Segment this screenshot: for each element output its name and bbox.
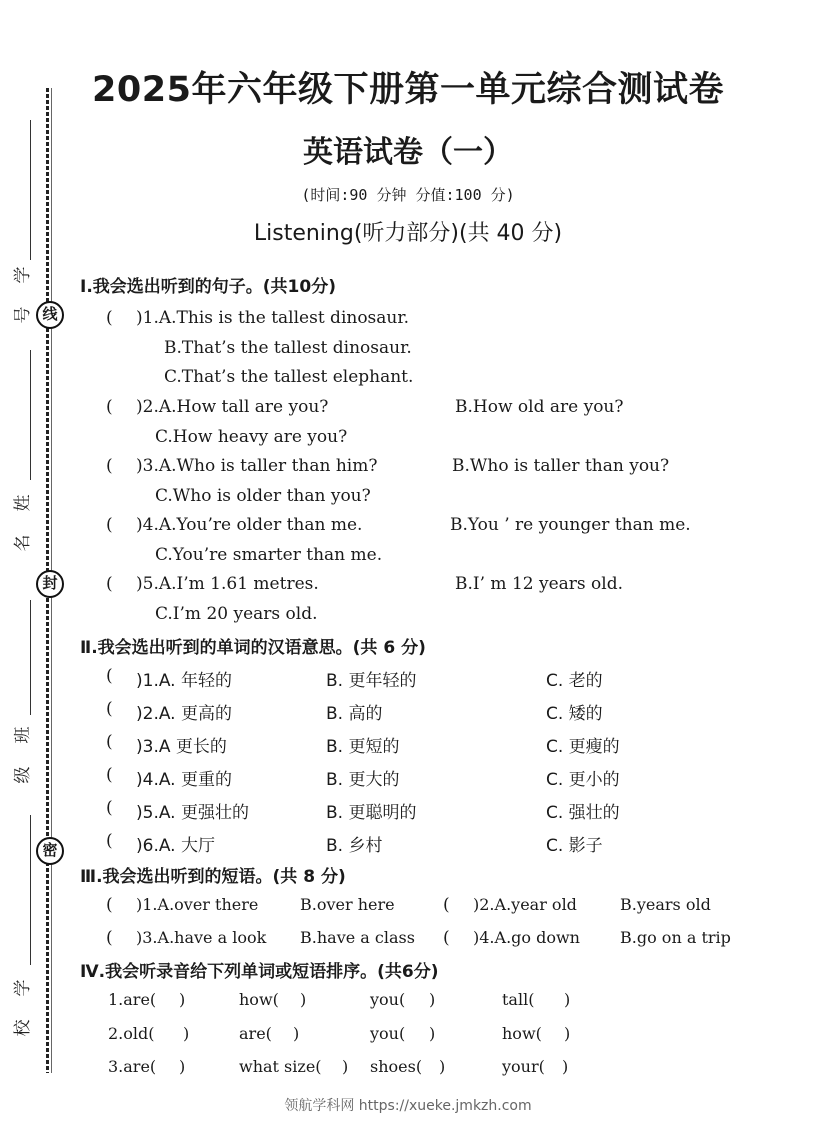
s4-row1-item3: you( — [370, 990, 406, 1009]
s4-row1-item1: 1.are( — [108, 990, 157, 1009]
answer-paren[interactable]: ( — [106, 397, 113, 417]
answer-paren-close[interactable]: ) — [293, 1024, 300, 1043]
answer-paren[interactable]: ( — [106, 666, 113, 686]
q5-option-b: B.I’ m 12 years old. — [455, 574, 623, 594]
s3-row1-b2: B.years old — [620, 895, 711, 914]
answer-paren-close[interactable]: ) — [429, 990, 436, 1009]
s2-row6-b: B. 乡村 — [326, 836, 383, 856]
q2-option-b: B.How old are you? — [455, 397, 624, 417]
s2-row5-c: C. 强壮的 — [546, 803, 620, 823]
s3-row1-b1: B.over here — [300, 895, 395, 914]
side-label-char: 学 — [13, 266, 33, 284]
blank-line-class — [30, 600, 31, 715]
q1-option-a: )1.A.This is the tallest dinosaur. — [136, 308, 410, 328]
section-3-heading: Ⅲ.我会选出听到的短语。(共 8 分) — [80, 867, 346, 887]
answer-paren[interactable]: ( — [443, 895, 450, 915]
answer-paren[interactable]: ( — [106, 798, 113, 818]
label-school — [8, 975, 38, 1055]
side-label-char: 班 — [13, 726, 33, 744]
section-1-heading: Ⅰ.我会选出听到的句子。(共10分) — [80, 277, 336, 297]
s4-row2-item3: you( — [370, 1024, 406, 1043]
s4-row2-item4: how( — [502, 1024, 542, 1043]
q4-option-a: )4.A.You’re older than me. — [136, 515, 363, 535]
s2-row6-a: )6.A. 大厅 — [136, 836, 215, 856]
side-label-char: 名 — [13, 534, 33, 552]
page-subtitle: 英语试卷（一） — [303, 135, 513, 170]
answer-paren-close[interactable]: ) — [183, 1024, 190, 1043]
answer-paren[interactable]: ( — [106, 456, 113, 476]
circled-xian: 线 — [36, 301, 64, 329]
q4-option-b: B.You ’ re younger than me. — [450, 515, 691, 535]
s3-row1-a1: )1.A.over there — [136, 895, 259, 914]
answer-paren[interactable]: ( — [106, 765, 113, 785]
answer-paren[interactable]: ( — [106, 515, 113, 535]
s2-row4-b: B. 更大的 — [326, 770, 400, 790]
side-label-char: 号 — [13, 306, 33, 324]
s2-row4-a: )4.A. 更重的 — [136, 770, 232, 790]
answer-paren[interactable]: ( — [106, 574, 113, 594]
s2-row2-a: )2.A. 更高的 — [136, 704, 232, 724]
answer-paren[interactable]: ( — [106, 732, 113, 752]
s4-row1-item2: how( — [239, 990, 279, 1009]
q5-option-c: C.I’m 20 years old. — [155, 604, 318, 624]
s2-row5-a: )5.A. 更强壮的 — [136, 803, 249, 823]
s2-row3-b: B. 更短的 — [326, 737, 400, 757]
listening-heading: Listening(听力部分)(共 40 分) — [253, 221, 563, 246]
s3-row2-a1: )3.A.have a look — [136, 928, 267, 947]
s4-row2-item1: 2.old( — [108, 1024, 155, 1043]
circled-feng: 封 — [36, 570, 64, 598]
answer-paren[interactable]: ( — [106, 928, 113, 948]
s3-row2-a2: )4.A.go down — [473, 928, 580, 947]
s2-row3-a: )3.A 更长的 — [136, 737, 227, 757]
blank-line-school — [30, 815, 31, 965]
q3-option-b: B.Who is taller than you? — [452, 456, 670, 476]
side-label-char: 级 — [13, 766, 33, 784]
answer-paren[interactable]: ( — [106, 895, 113, 915]
s2-row2-c: C. 矮的 — [546, 704, 603, 724]
s2-row2-b: B. 高的 — [326, 704, 383, 724]
q4-option-c: C.You’re smarter than me. — [155, 545, 383, 565]
answer-paren-close[interactable]: ) — [300, 990, 307, 1009]
s4-row3-item4: your( — [502, 1057, 545, 1076]
s4-row3-item2: what size( — [239, 1057, 322, 1076]
q3-option-a: )3.A.Who is taller than him? — [136, 456, 378, 476]
q2-option-a: )2.A.How tall are you? — [136, 397, 329, 417]
time-info: (时间:90 分钟 分值:100 分) — [301, 186, 515, 204]
s3-row2-b1: B.have a class — [300, 928, 415, 947]
answer-paren-close[interactable]: ) — [179, 1057, 186, 1076]
s4-row3-item3: shoes( — [370, 1057, 423, 1076]
answer-paren[interactable]: ( — [443, 928, 450, 948]
s2-row4-c: C. 更小的 — [546, 770, 620, 790]
page-title: 2025年六年级下册第一单元综合测试卷 — [92, 70, 724, 110]
s4-row2-item2: are( — [239, 1024, 272, 1043]
s3-row1-a2: )2.A.year old — [473, 895, 577, 914]
section-2-heading: Ⅱ.我会选出听到的单词的汉语意思。(共 6 分) — [80, 638, 426, 658]
answer-paren[interactable]: ( — [106, 699, 113, 719]
side-label-char: 学 — [13, 979, 33, 997]
s2-row1-a: )1.A. 年轻的 — [136, 671, 232, 691]
s2-row6-c: C. 影子 — [546, 836, 603, 856]
answer-paren[interactable]: ( — [106, 831, 113, 851]
s3-row2-b2: B.go on a trip — [620, 928, 731, 947]
q5-option-a: )5.A.I’m 1.61 metres. — [136, 574, 319, 594]
side-label-char: 姓 — [13, 494, 33, 512]
answer-paren[interactable]: ( — [106, 308, 113, 328]
s2-row5-b: B. 更聪明的 — [326, 803, 417, 823]
answer-paren-close[interactable]: ) — [342, 1057, 349, 1076]
answer-paren-close[interactable]: ) — [564, 990, 571, 1009]
q2-option-c: C.How heavy are you? — [155, 427, 348, 447]
answer-paren-close[interactable]: ) — [429, 1024, 436, 1043]
q1-option-b: B.That’s the tallest dinosaur. — [164, 338, 412, 358]
q3-option-c: C.Who is older than you? — [155, 486, 371, 506]
s2-row1-b: B. 更年轻的 — [326, 671, 417, 691]
answer-paren-close[interactable]: ) — [439, 1057, 446, 1076]
side-label-char: 校 — [13, 1019, 33, 1037]
q1-option-c: C.That’s the tallest elephant. — [164, 367, 414, 387]
s4-row1-item4: tall( — [502, 990, 535, 1009]
s2-row1-c: C. 老的 — [546, 671, 603, 691]
s4-row3-item1: 3.are( — [108, 1057, 157, 1076]
label-name — [8, 490, 38, 570]
footer-watermark: 领航学科网 https://xueke.jmkzh.com — [284, 1098, 532, 1114]
circled-mi: 密 — [36, 837, 64, 865]
blank-line-name — [30, 350, 31, 480]
section-4-heading: Ⅳ.我会听录音给下列单词或短语排序。(共6分) — [80, 962, 439, 982]
s2-row3-c: C. 更瘦的 — [546, 737, 620, 757]
answer-paren-close[interactable]: ) — [564, 1024, 571, 1043]
label-class — [8, 722, 38, 802]
label-student-id — [8, 262, 38, 342]
answer-paren-close[interactable]: ) — [562, 1057, 569, 1076]
answer-paren-close[interactable]: ) — [179, 990, 186, 1009]
